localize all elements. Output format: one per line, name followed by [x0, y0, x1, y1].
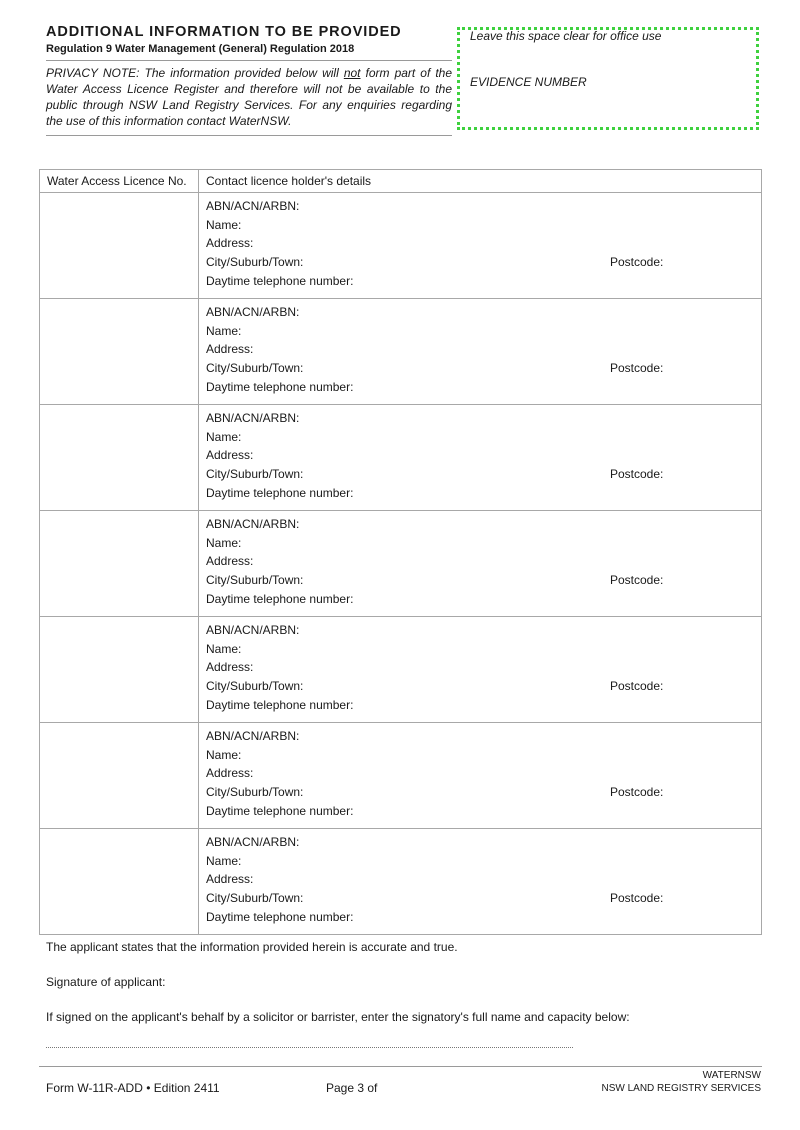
- abn-label: ABN/ACN/ARBN:: [206, 729, 300, 743]
- accuracy-statement: The applicant states that the information provided herein is accurate and true.: [46, 940, 458, 954]
- name-label: Name:: [206, 747, 242, 762]
- table-row: [40, 829, 762, 935]
- table-row: [40, 405, 762, 511]
- abn-label: ABN/ACN/ARBN:: [206, 199, 300, 213]
- phone-label: Daytime telephone number:: [206, 591, 354, 606]
- postcode-label: Postcode:: [610, 785, 664, 799]
- licence-number-cell[interactable]: [40, 299, 199, 405]
- phone-label: Daytime telephone number:: [206, 803, 354, 818]
- footer-divider: [39, 1066, 762, 1067]
- form-header: [46, 24, 452, 136]
- contact-details-cell[interactable]: [199, 617, 762, 723]
- name-label: Name:: [206, 217, 242, 232]
- licence-number-cell[interactable]: [40, 511, 199, 617]
- licence-number-cell[interactable]: [40, 617, 199, 723]
- evidence-number-label: EVIDENCE NUMBER: [470, 75, 587, 89]
- privacy-note-emphasis: not: [343, 66, 361, 80]
- privacy-note-prefix: PRIVACY NOTE: The information provided below will: [46, 66, 344, 80]
- solicitor-instruction: If signed on the applicant's behalf by a solicitor or barrister, enter the signatory's full name and capacity below:: [46, 1010, 630, 1024]
- address-label: Address:: [206, 660, 254, 675]
- table-row: [40, 299, 762, 405]
- licence-holder-table: [39, 169, 762, 935]
- agency-waternsw: WATERNSW: [702, 1070, 761, 1081]
- address-label: Address:: [206, 554, 254, 569]
- postcode-label: Postcode:: [610, 679, 664, 693]
- form-identifier: Form W-11R-ADD • Edition 2411: [46, 1081, 220, 1095]
- address-label: Address:: [206, 448, 254, 463]
- phone-label: Daytime telephone number:: [206, 909, 354, 924]
- agency-land-registry: NSW LAND REGISTRY SERVICES: [601, 1082, 761, 1094]
- city-label: City/Suburb/Town:: [206, 891, 304, 906]
- page-number: Page 3 of: [326, 1081, 378, 1095]
- phone-label: Daytime telephone number:: [206, 485, 354, 500]
- contact-details-cell[interactable]: [199, 193, 762, 299]
- name-label: Name:: [206, 323, 242, 338]
- city-label: City/Suburb/Town:: [206, 255, 304, 270]
- signatory-name-line[interactable]: [46, 1047, 573, 1048]
- privacy-note-block: [46, 60, 452, 136]
- postcode-label: Postcode:: [610, 573, 664, 587]
- address-label: Address:: [206, 872, 254, 887]
- licence-number-cell[interactable]: [40, 405, 199, 511]
- licence-number-cell[interactable]: [40, 723, 199, 829]
- phone-label: Daytime telephone number:: [206, 697, 354, 712]
- column-header-licence: Water Access Licence No.: [40, 170, 199, 193]
- address-label: Address:: [206, 766, 254, 781]
- table-row: [40, 617, 762, 723]
- postcode-label: Postcode:: [610, 255, 664, 269]
- name-label: Name:: [206, 641, 242, 656]
- table-row: [40, 193, 762, 299]
- postcode-label: Postcode:: [610, 361, 664, 375]
- city-label: City/Suburb/Town:: [206, 467, 304, 482]
- name-label: Name:: [206, 429, 242, 444]
- contact-details-cell[interactable]: [199, 723, 762, 829]
- agency-names: [602, 1070, 762, 1095]
- contact-details-cell[interactable]: [199, 405, 762, 511]
- form-subtitle: Regulation 9 Water Management (General) Regulation 2018: [46, 43, 355, 55]
- city-label: City/Suburb/Town:: [206, 573, 304, 588]
- office-use-label: Leave this space clear for office use: [470, 29, 662, 43]
- city-label: City/Suburb/Town:: [206, 361, 304, 376]
- abn-label: ABN/ACN/ARBN:: [206, 517, 300, 531]
- licence-number-cell[interactable]: [40, 829, 199, 935]
- abn-label: ABN/ACN/ARBN:: [206, 411, 300, 425]
- table-row: [40, 511, 762, 617]
- phone-label: Daytime telephone number:: [206, 273, 354, 288]
- table-row: [40, 723, 762, 829]
- contact-details-cell[interactable]: [199, 299, 762, 405]
- postcode-label: Postcode:: [610, 467, 664, 481]
- abn-label: ABN/ACN/ARBN:: [206, 305, 300, 319]
- name-label: Name:: [206, 535, 242, 550]
- privacy-note-suffix: form part of the Water Access Licence Register and therefore will not be available to the public through NSW Land Registry Services. For any enquiries regarding the use of this information contact WaterNSW.: [46, 66, 453, 128]
- address-label: Address:: [206, 342, 254, 357]
- table-header-row: [40, 170, 762, 193]
- signature-label: Signature of applicant:: [46, 975, 166, 989]
- postcode-label: Postcode:: [610, 891, 664, 905]
- form-title: ADDITIONAL INFORMATION TO BE PROVIDED: [46, 24, 402, 40]
- contact-details-cell[interactable]: [199, 829, 762, 935]
- address-label: Address:: [206, 236, 254, 251]
- phone-label: Daytime telephone number:: [206, 379, 354, 394]
- abn-label: ABN/ACN/ARBN:: [206, 623, 300, 637]
- city-label: City/Suburb/Town:: [206, 785, 304, 800]
- city-label: City/Suburb/Town:: [206, 679, 304, 694]
- privacy-note: [46, 65, 452, 129]
- name-label: Name:: [206, 853, 242, 868]
- licence-number-cell[interactable]: [40, 193, 199, 299]
- office-use-box: [457, 27, 759, 130]
- column-header-contact: Contact licence holder's details: [199, 170, 762, 193]
- contact-details-cell[interactable]: [199, 511, 762, 617]
- abn-label: ABN/ACN/ARBN:: [206, 835, 300, 849]
